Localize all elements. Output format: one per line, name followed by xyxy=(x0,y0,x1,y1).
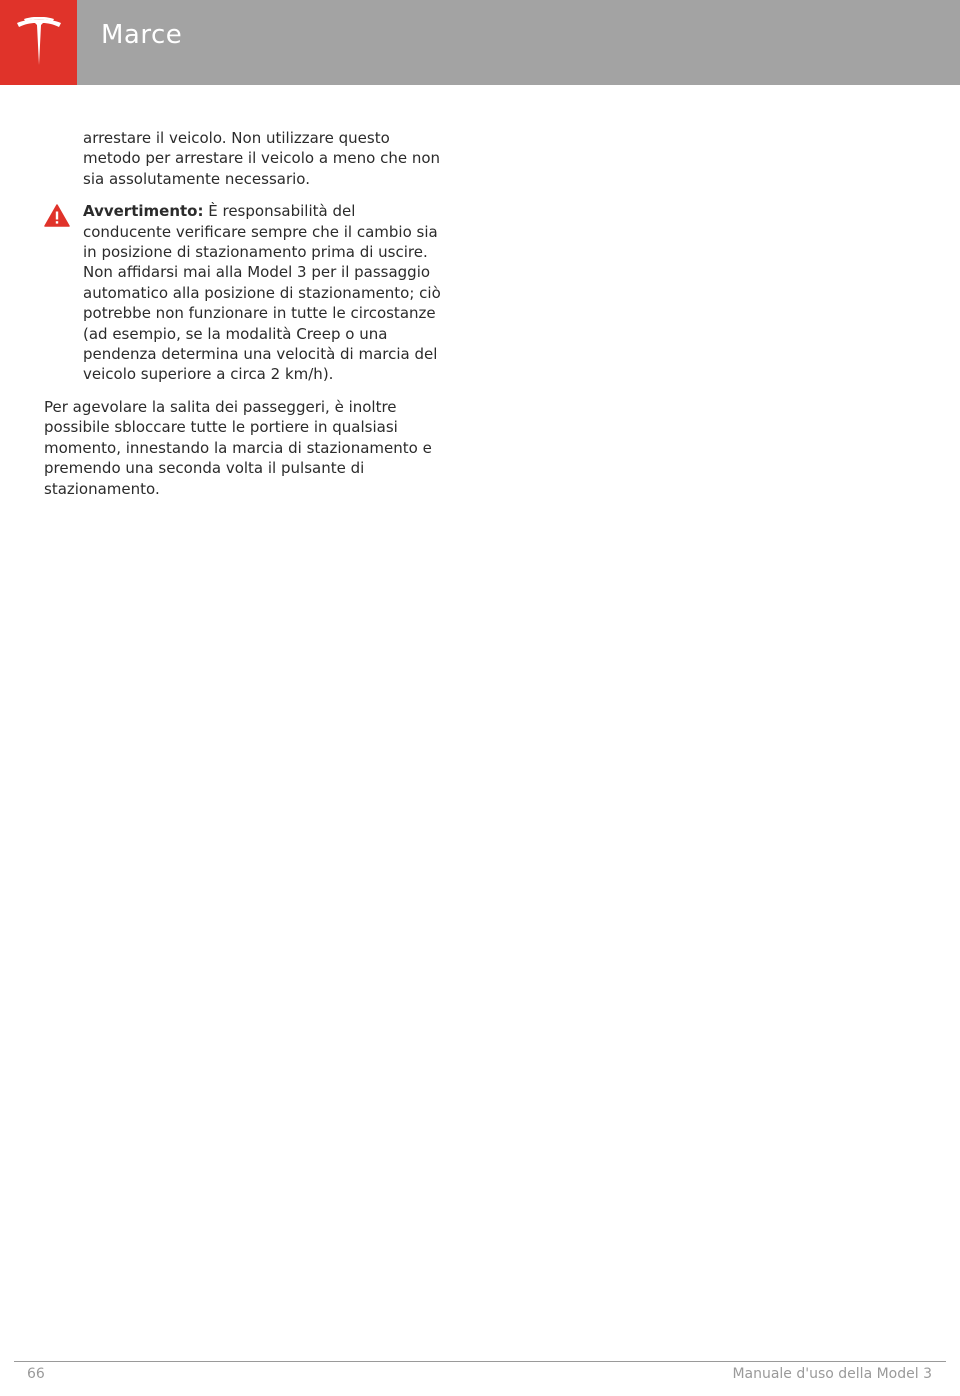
footer-divider xyxy=(14,1361,946,1362)
title-bar xyxy=(77,0,960,85)
footer-title: Manuale d'uso della Model 3 xyxy=(732,1366,932,1382)
body-paragraph: Per agevolare la salita dei passeggeri, è inoltre possibile sbloccare tutte le portiere in qualsiasi momento, innestando la marcia di stazionamento e premendo una seconda volta il pulsante di stazionamento. xyxy=(44,397,432,498)
continuation-text: arrestare il veicolo. Non utilizzare questo metodo per arrestare il veicolo a meno che non sia assolutamente necessario. xyxy=(83,129,441,188)
warning-label: Avvertimento: xyxy=(83,202,204,221)
warning-body: È responsabilità del conducente verificare sempre che il cambio sia in posizione di stazionamento prima di uscire. Non affidarsi mai alla Model 3 per il passaggio automatico alla posizione di stazionamento; ciò potrebbe non funzionare in tutte le circostanze (ad esempio, se la modalità Creep o una pendenza determina una velocità di marcia del veicolo superiore a circa 2 km/h). xyxy=(83,202,441,384)
logo-block xyxy=(0,0,77,85)
tesla-logo-icon xyxy=(14,17,64,69)
page-header xyxy=(0,0,960,85)
warning-text xyxy=(83,201,444,385)
page-number: 66 xyxy=(27,1366,45,1382)
warning-block xyxy=(44,201,444,385)
warning-triangle-icon xyxy=(44,204,70,227)
page-title: Marce xyxy=(101,20,183,50)
main-content xyxy=(44,128,444,499)
